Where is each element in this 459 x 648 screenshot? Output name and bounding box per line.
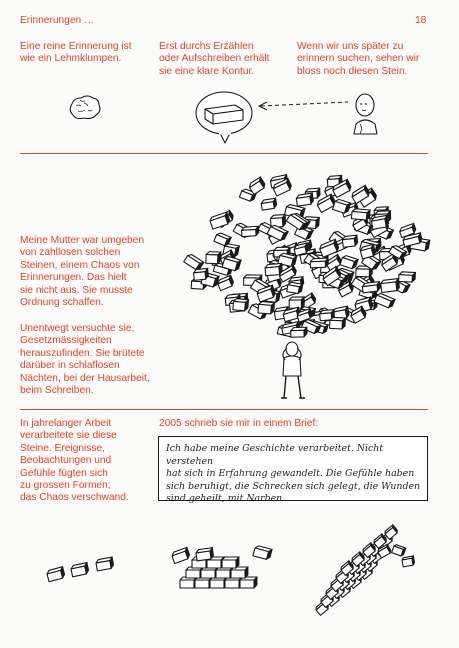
panel-text-contour: Erst durchs Erzählen oder Aufschreiben erhält sie eine klare Kontur. [159, 41, 270, 77]
panel-text-clay: Eine reine Erinnerung ist wie ein Lehmklumpen. [20, 41, 132, 65]
brick [222, 557, 239, 568]
brick [196, 548, 214, 561]
brick [210, 577, 227, 588]
brick [392, 544, 406, 557]
brick [95, 557, 114, 571]
letter-intro-text: 2005 schrieb sie mir in einem Brief: [159, 418, 319, 429]
brick [240, 577, 257, 588]
brick [180, 577, 197, 588]
mother-text-search: Unentwegt versuchte sie, Gesetzmässigkeiten herauszufinden. Sie brütete darüber in schlaflosen Nächten, bei der Hausarbeit, beim Schreiben. [20, 323, 150, 397]
mother-text-chaos: Meine Mutter war umgeben von zahllosen solchen Steinen, einem Chaos von Erinnerungen. Das hielt sie nicht aus. Sie musste Ordnung schaffen. [20, 235, 145, 309]
brick [171, 547, 191, 563]
brick [70, 563, 89, 577]
brick [231, 567, 248, 578]
brick [186, 567, 203, 578]
brick [225, 577, 242, 588]
processing-text: In jahrelanger Arbeit verarbeitete sie diese Steine. Ereignisse, Beobachtungen und Gefühle fügten sich zu grossen Formen; das Chaos verschwand. [20, 418, 129, 504]
page-title: Erinnerungen … [20, 15, 95, 26]
panel-text-stone: Wenn wir uns später zu erinnern suchen, sehen wir bloss noch diesen Stein. [297, 41, 420, 77]
brick [216, 567, 233, 578]
page-number: 18 [415, 15, 427, 26]
brick [253, 545, 272, 560]
letter-quote-text: Ich habe meine Geschichte verarbeitet. Nicht verstehen hat sich in Erfahrung gewandelt. Die Gefühle haben sich beruhigt, die Schrecken sich gelegt, die Wunden sind geheilt, mit Narben. [166, 443, 421, 505]
brick [201, 567, 218, 578]
brick [402, 556, 415, 567]
brick [46, 567, 65, 582]
brick [195, 577, 212, 588]
